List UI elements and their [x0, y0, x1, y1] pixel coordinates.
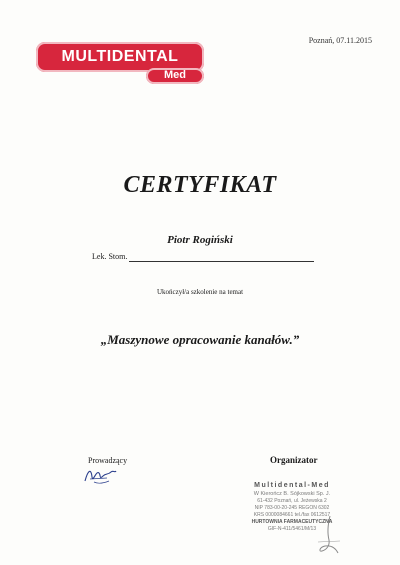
stamp-nip: NIP 783-00-20-245 REGON 6302: [254, 505, 330, 511]
issue-date: Poznań, 07.11.2015: [308, 36, 372, 45]
training-topic: „Maszynowe opracowanie kanałów.”: [100, 332, 300, 347]
organizer-signature: [312, 514, 346, 556]
name-underline: [129, 261, 314, 262]
completion-text: Ukończył/a szkolenie na temat: [156, 288, 244, 296]
stamp-owner: W Kierończ B. Sójkowski Sp. J.: [253, 491, 331, 497]
logo-sub-text: Med: [164, 69, 186, 81]
stamp-address: 61-432 Poznań, ul. Jeżewska 2: [257, 498, 327, 504]
certificate-title: CERTYFIKAT: [123, 172, 277, 198]
logo-main-text: MULTIDENTAL: [61, 48, 179, 65]
stamp-gif: GIF-N-411/5461/M/13: [267, 526, 317, 532]
degree-row: [92, 252, 332, 264]
leader-signature: [82, 464, 118, 486]
degree-label: Lek. Stom.: [92, 252, 128, 261]
recipient-name: Piotr Rogiński: [167, 234, 233, 246]
multidental-logo: [36, 42, 206, 88]
logo-sub-badge: [146, 68, 204, 84]
leader-label: Prowadzący: [88, 456, 128, 465]
stamp-krs: KRS 0000084661 tel./fax 0612517: [253, 512, 331, 518]
stamp-wholesale: HURTOWNIA FARMACEUTYCZNA: [251, 519, 333, 525]
stamp-company-name: Multidental-Med: [254, 482, 330, 489]
organizer-label: Organizator: [270, 455, 318, 465]
company-stamp: [212, 480, 372, 558]
